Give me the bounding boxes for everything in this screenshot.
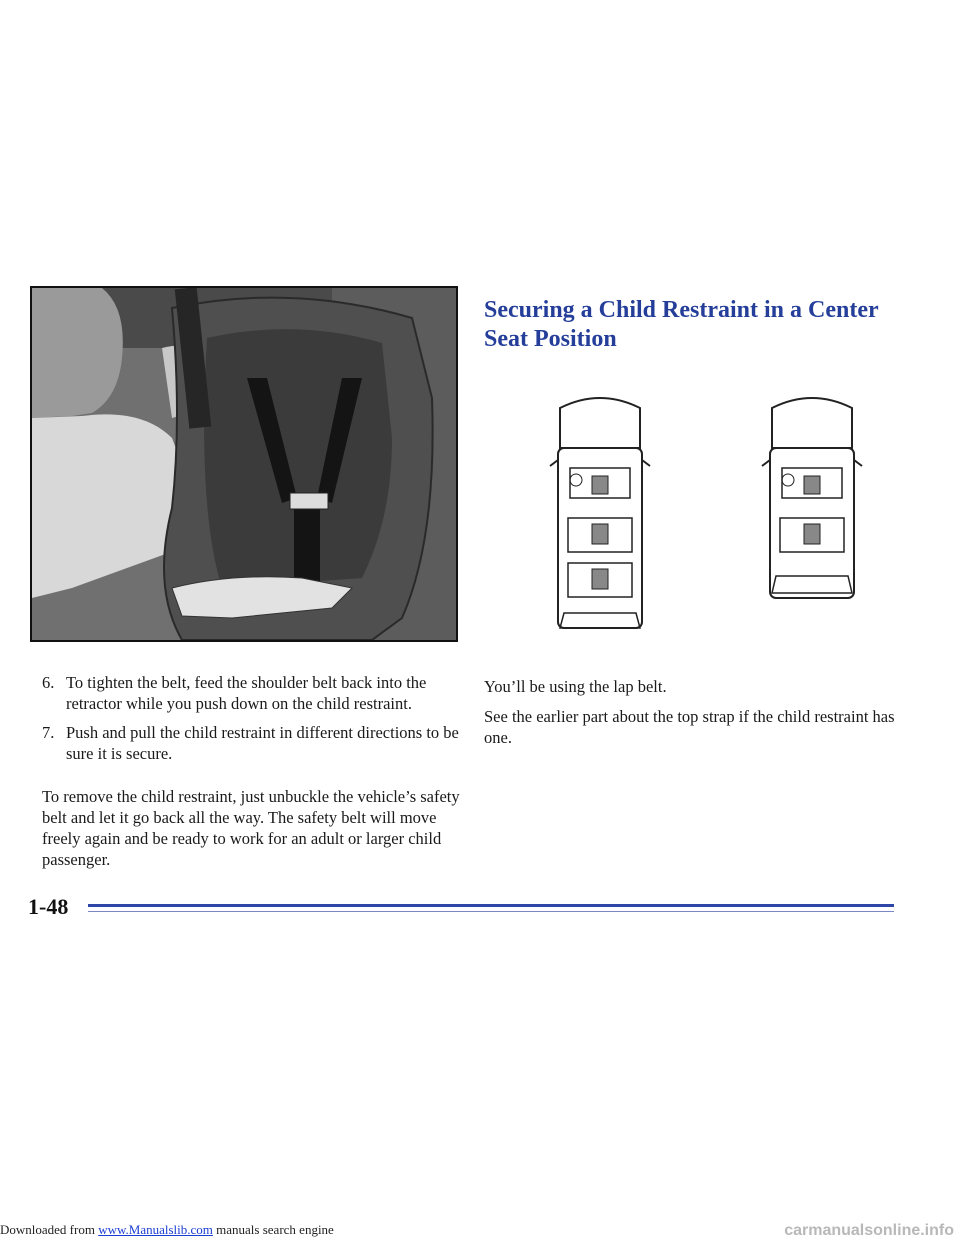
step-text: Push and pull the child restraint in different directions to be sure it is secure. [66,723,459,763]
step-item [42,722,462,764]
remove-restraint-paragraph: To remove the child restraint, just unbuckle the vehicle’s safety belt and let it go back all the way. The safety belt will move freely again and be ready to work for an adult or larger child passenger. [42,787,460,869]
step-number: 7. [42,723,55,742]
child-seat-photo-icon [32,288,456,640]
van-two-row-icon [752,388,872,603]
step-number: 6. [42,673,55,692]
van-diagram-three-row [540,388,660,636]
lap-belt-paragraph: You’ll be using the lap belt. [484,677,667,696]
download-notice [0,1222,334,1238]
step-list [42,672,462,772]
step-text: To tighten the belt, feed the shoulder belt back into the retractor while you push down on the child restraint. [66,673,427,713]
van-three-row-icon [540,388,660,636]
footer-rule [88,904,894,907]
footer-rule-thin [88,911,894,912]
watermark: carmanualsonline.info [784,1222,954,1239]
top-strap-paragraph: See the earlier part about the top strap if the child restraint has one. [484,707,895,747]
van-diagram-two-row [752,388,872,603]
download-suffix: manuals search engine [216,1222,334,1237]
manualslib-link[interactable]: www.Manualslib.com [98,1222,213,1237]
child-seat-photo [30,286,458,642]
section-title: Securing a Child Restraint in a Center Seat Position [484,297,879,352]
download-prefix: Downloaded from [0,1222,95,1237]
page-number: 1-48 [28,894,69,919]
step-item [42,672,462,714]
